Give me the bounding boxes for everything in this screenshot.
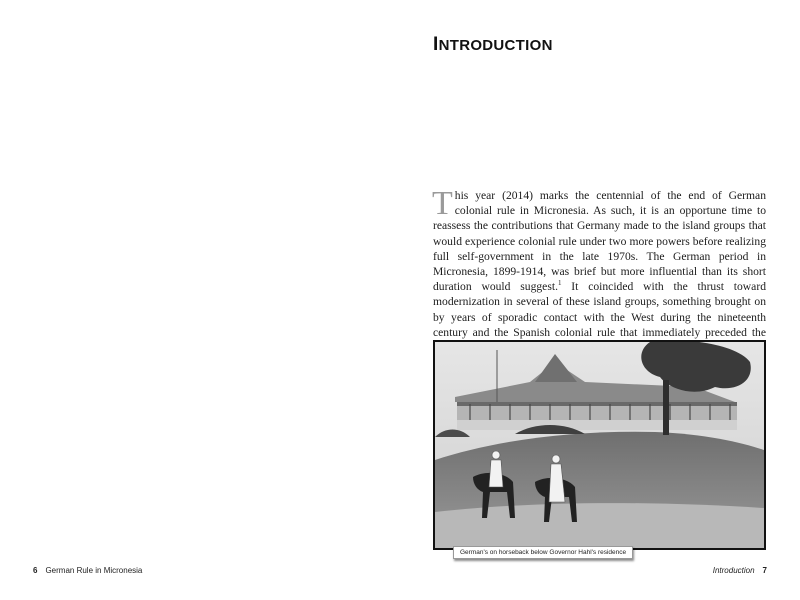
historical-photo — [433, 340, 766, 550]
chapter-title — [433, 34, 553, 56]
right-page — [400, 0, 800, 600]
left-page-footer — [33, 566, 142, 575]
paragraph-end: It coincided with the thrust toward modernization in several of these island groups, something brought on by years of sporadic contact with the West during the nineteenth century and the Spanish colonial rule that immediately preceded the — [433, 280, 766, 339]
drop-cap: T — [432, 185, 453, 222]
paragraph-start: his year (2014) marks the centennial of the end of German colonial rule in Micronesia. As such, it is an opportune time to reassess the contributions that Germany made to the island groups that would experience colonial rule under two more powers before realizing full self-government in the late 1970s. The German period in Micronesia, 1899-1914, was brief but more influential than its short duration would suggest. — [433, 189, 766, 294]
footnote-marker[interactable]: 1 — [557, 279, 562, 288]
left-page-number: 6 — [33, 566, 38, 575]
chapter-title-rest: NTRODUCTION — [438, 37, 553, 54]
photo-caption: German's on horseback below Governor Hahl's residence — [453, 546, 633, 559]
chapter-title-initial: I — [433, 34, 439, 55]
right-running-title: Introduction — [712, 566, 755, 575]
photo-illustration — [435, 342, 764, 548]
left-running-title: German Rule in Micronesia — [45, 566, 143, 575]
right-page-footer — [713, 566, 767, 575]
intro-paragraph — [432, 185, 766, 355]
right-page-number: 7 — [762, 566, 767, 575]
